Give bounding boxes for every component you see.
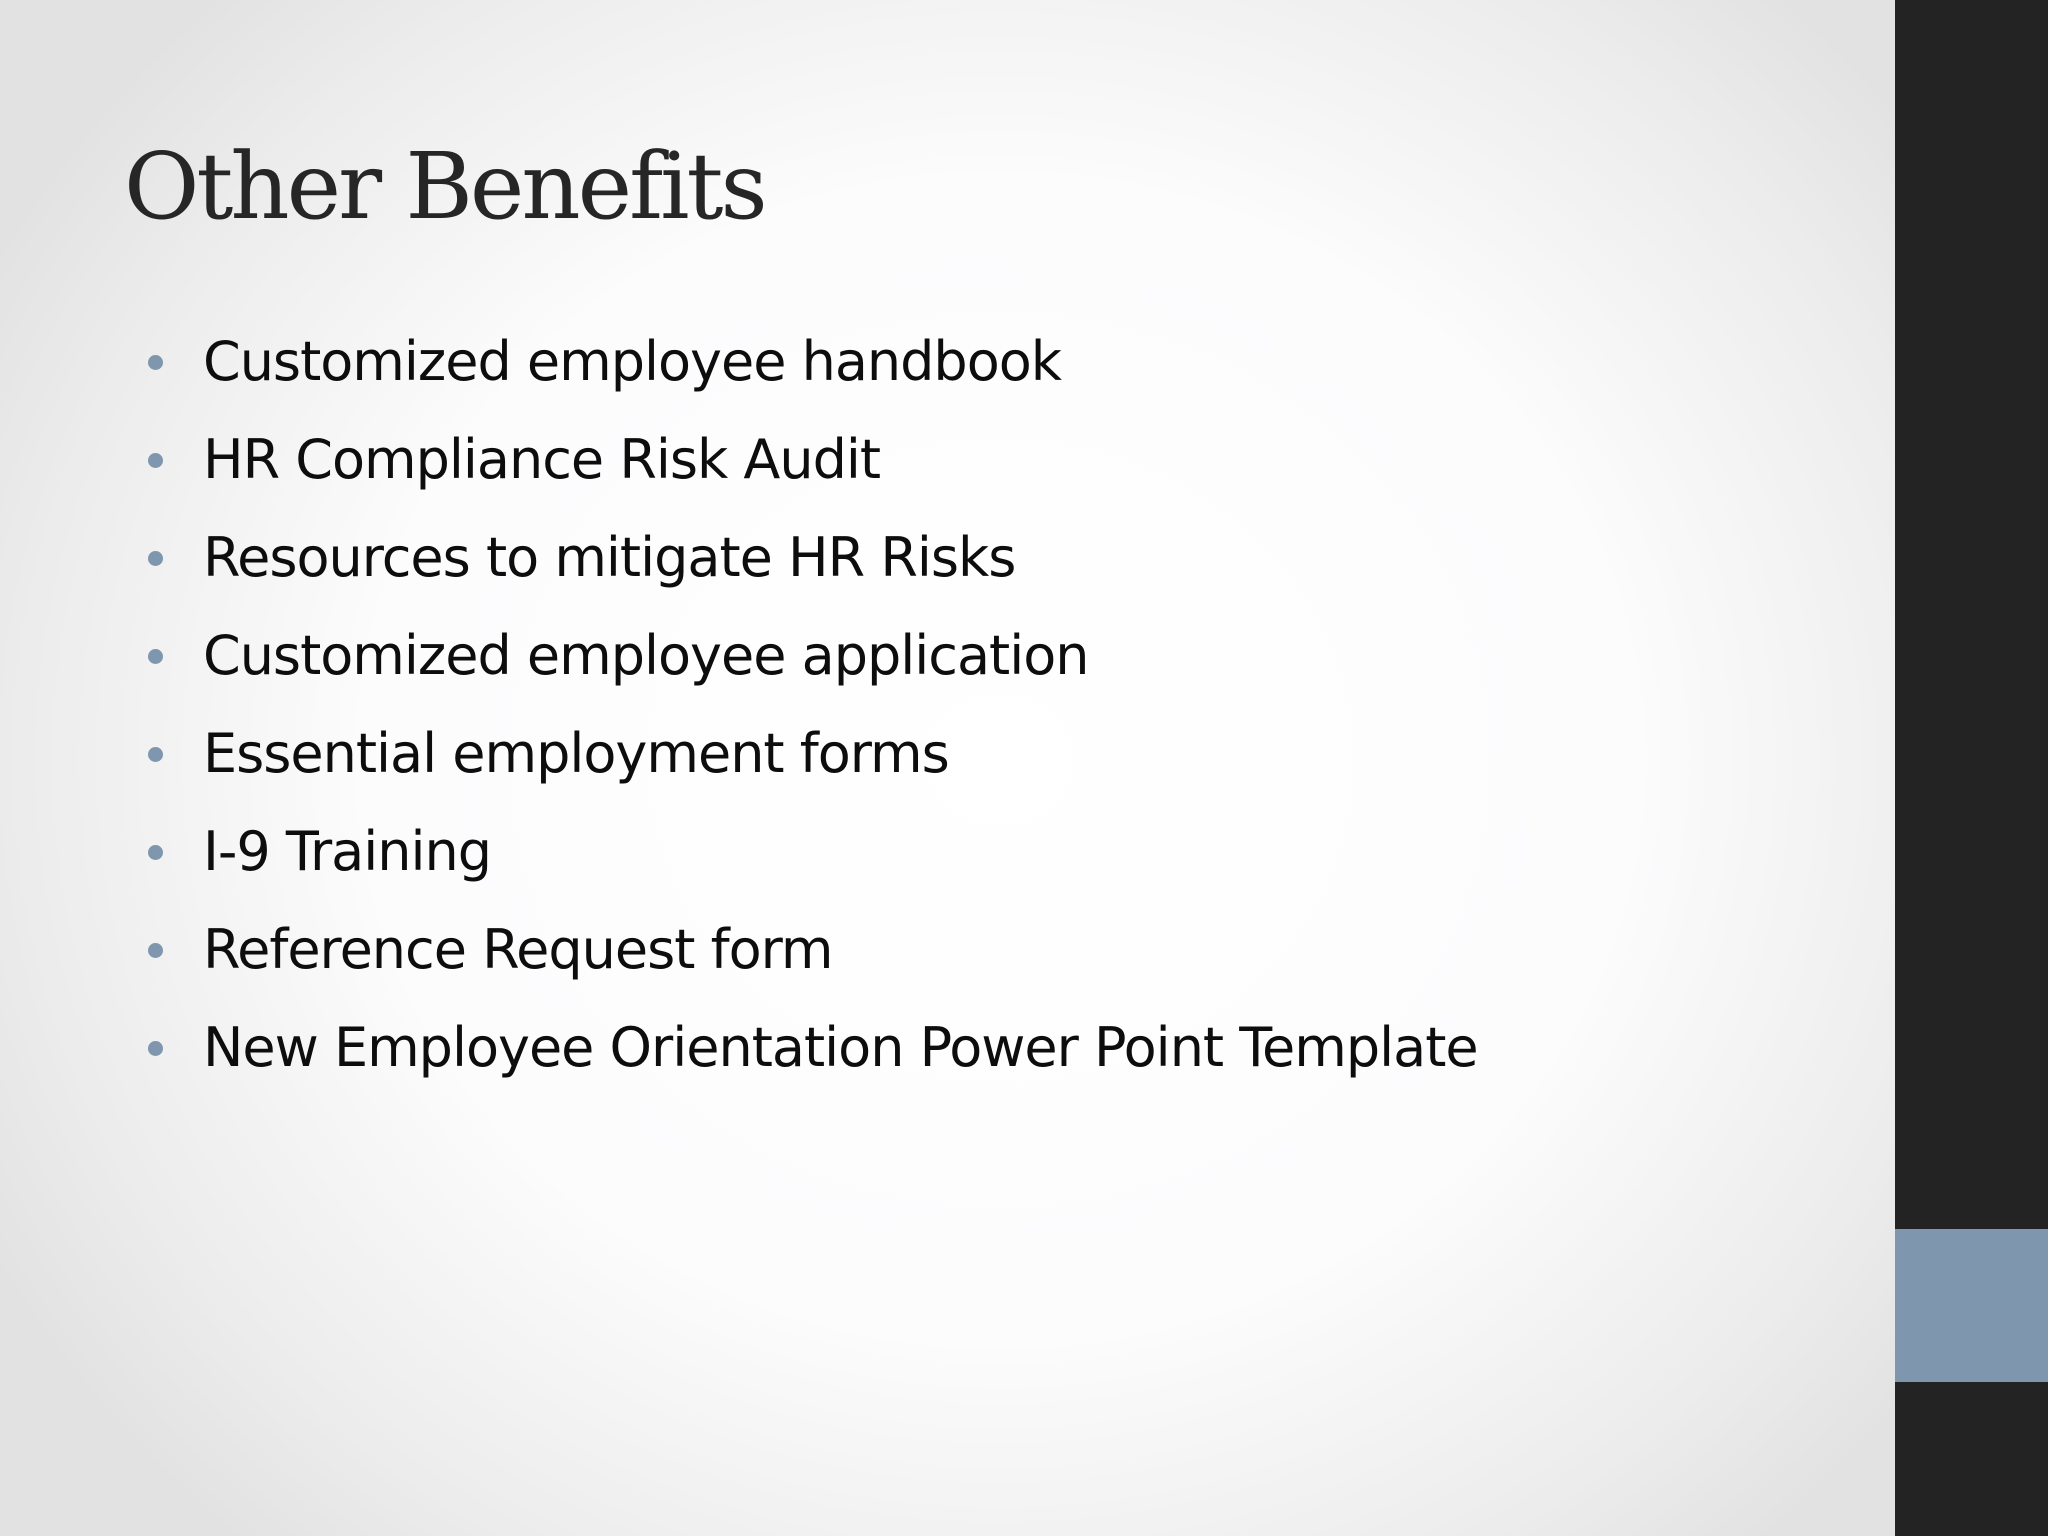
list-item	[148, 607, 1478, 705]
bullet-icon	[148, 747, 163, 762]
bullet-icon	[148, 1041, 163, 1056]
bullet-text: Essential employment forms	[203, 722, 949, 785]
bullet-icon	[148, 551, 163, 566]
bullet-text: Customized employee application	[203, 624, 1089, 687]
list-item	[148, 411, 1478, 509]
list-item	[148, 313, 1478, 411]
bullet-text: New Employee Orientation Power Point Template	[203, 1016, 1478, 1079]
list-item	[148, 509, 1478, 607]
bullet-icon	[148, 845, 163, 860]
list-item	[148, 901, 1478, 999]
bullet-icon	[148, 649, 163, 664]
list-item	[148, 999, 1478, 1097]
bullet-text: I-9 Training	[203, 820, 492, 883]
bullet-list	[148, 313, 1478, 1097]
side-accent-block	[1895, 1229, 2048, 1382]
list-item	[148, 705, 1478, 803]
bullet-icon	[148, 355, 163, 370]
bullet-text: Customized employee handbook	[203, 330, 1062, 393]
bullet-text: Resources to mitigate HR Risks	[203, 526, 1016, 589]
bullet-text: HR Compliance Risk Audit	[203, 428, 881, 491]
bullet-icon	[148, 453, 163, 468]
bullet-icon	[148, 943, 163, 958]
list-item	[148, 803, 1478, 901]
bullet-text: Reference Request form	[203, 918, 833, 981]
slide-title: Other Benefits	[124, 133, 765, 240]
